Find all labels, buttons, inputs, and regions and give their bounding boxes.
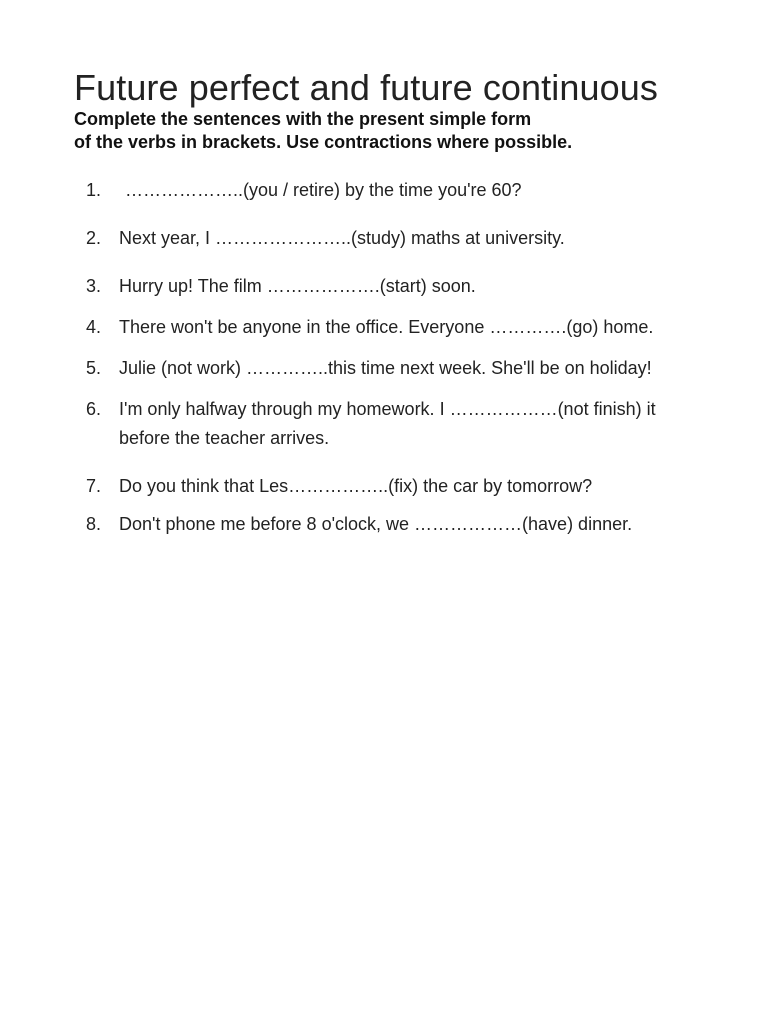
- item-number: 2.: [86, 228, 102, 248]
- item-text: Next year, I …………………..(study) maths at university.: [119, 228, 565, 248]
- item-number: 6.: [86, 399, 102, 419]
- exercise-item-7: [74, 472, 684, 501]
- item-number: 8.: [86, 514, 102, 534]
- item-number: 7.: [86, 476, 102, 496]
- exercise-item-3: [74, 272, 684, 301]
- exercise-item-1: [74, 176, 684, 205]
- item-text: Julie (not work) …………..this time next week. She'll be on holiday!: [119, 358, 652, 378]
- item-number: 3.: [86, 276, 102, 296]
- item-text: ………………..(you / retire) by the time you're 60?: [125, 180, 522, 200]
- instructions: [74, 108, 708, 154]
- exercise-item-2: [74, 224, 684, 253]
- exercise-item-6: [74, 395, 684, 453]
- instructions-line-1: Complete the sentences with the present simple form: [74, 109, 532, 129]
- item-text: I'm only halfway through my homework. I ………………(not finish) it before the teacher arrives.: [119, 399, 656, 448]
- item-number: 1.: [86, 180, 102, 200]
- exercise-item-4: [74, 313, 684, 342]
- page-title: Future perfect and future continuous: [74, 67, 658, 108]
- item-number: 4.: [86, 317, 102, 337]
- item-text: There won't be anyone in the office. Everyone ………….(go) home.: [119, 317, 654, 337]
- exercise-item-5: [74, 354, 684, 383]
- item-text: Hurry up! The film ……………….(start) soon.: [119, 276, 476, 296]
- item-text: Don't phone me before 8 o'clock, we ………………(have) dinner.: [119, 514, 633, 534]
- item-number: 5.: [86, 358, 102, 378]
- instructions-line-2: of the verbs in brackets. Use contractions where possible.: [74, 132, 573, 152]
- item-text: Do you think that Les……………..(fix) the car by tomorrow?: [119, 476, 593, 496]
- exercise-item-8: [74, 513, 684, 536]
- exercise-list: [74, 176, 684, 536]
